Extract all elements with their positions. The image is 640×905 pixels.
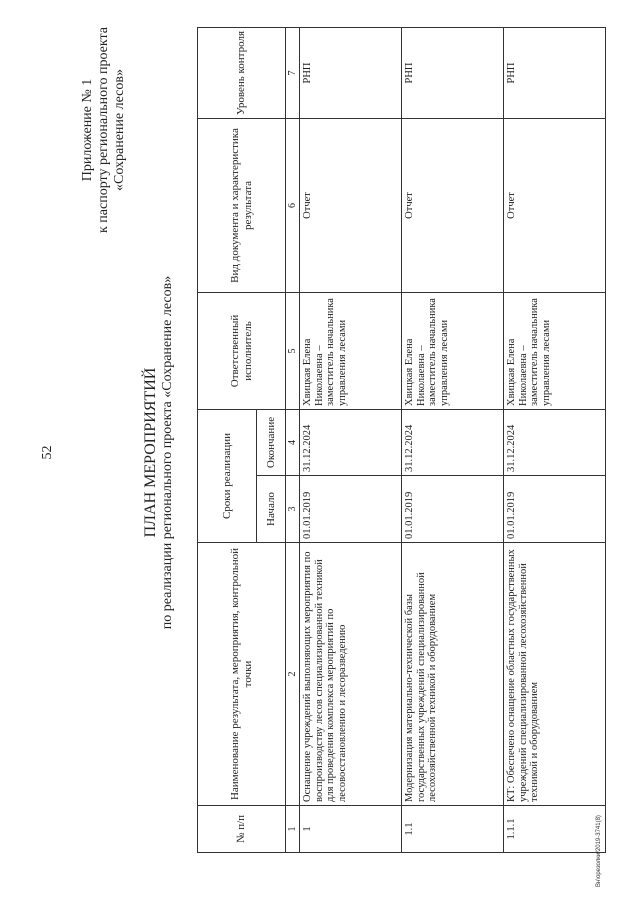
table-header-row bbox=[198, 27, 257, 852]
table-row bbox=[300, 27, 402, 852]
row-doc: Отчет bbox=[402, 118, 504, 292]
column-number: 1 bbox=[286, 806, 300, 853]
row-end: 31.12.2024 bbox=[402, 409, 504, 475]
header-period: Сроки реализации bbox=[198, 409, 257, 542]
header-doc: Вид документа и характеристика результата bbox=[198, 118, 286, 292]
appendix-line-1: Приложение № 1 bbox=[80, 78, 95, 182]
document-code: Вн\орезолки/2019-3741(8) bbox=[596, 815, 602, 887]
row-end: 31.12.2024 bbox=[300, 409, 402, 475]
document-subtitle: по реализации регионального проекта «Сохранение лесов» bbox=[160, 275, 175, 630]
table-row bbox=[504, 27, 606, 852]
row-level: РНП bbox=[504, 27, 606, 118]
column-number-row bbox=[286, 27, 300, 852]
row-name: КТ: Обеспечено оснащение областных государственных учреждений специализированной лесохозяйственной техникой и оборудованием bbox=[504, 543, 606, 806]
column-number: 2 bbox=[286, 543, 300, 806]
header-start: Начало bbox=[257, 476, 286, 543]
header-executor: Ответственный исполнитель bbox=[198, 292, 286, 409]
row-executor: Хвицкая Елена Николаевна – заместитель начальника управления лесами bbox=[402, 292, 504, 409]
appendix-line-2: к паспорту регионального проекта bbox=[96, 27, 111, 233]
row-name: Модернизация материально-технической базы государственных учреждений специализированной лесохозяйственной техникой и оборудованием bbox=[402, 543, 504, 806]
table-row bbox=[402, 27, 504, 852]
column-number: 6 bbox=[286, 118, 300, 292]
row-level: РНП bbox=[402, 27, 504, 118]
row-end: 31.12.2024 bbox=[504, 409, 606, 475]
row-doc: Отчет bbox=[504, 118, 606, 292]
row-name: Оснащение учреждений выполняющих мероприятия по воспроизводству лесов специализированной техникой для проведения комплекса мероприятий по лесовосстановлению и лесоразведению bbox=[300, 543, 402, 806]
measures-plan-table bbox=[197, 27, 606, 853]
row-doc: Отчет bbox=[300, 118, 402, 292]
row-executor: Хвицкая Елена Николаевна – заместитель начальника управления лесами bbox=[300, 292, 402, 409]
column-number: 7 bbox=[286, 27, 300, 118]
column-number: 4 bbox=[286, 409, 300, 475]
row-start: 01.01.2019 bbox=[300, 476, 402, 543]
row-num: 1.1.1 bbox=[504, 806, 606, 853]
page-number: 52 bbox=[40, 445, 55, 460]
header-level: Уровень контроля bbox=[198, 27, 286, 118]
appendix-note bbox=[80, 0, 128, 260]
header-end: Окончание bbox=[257, 409, 286, 475]
appendix-line-3: «Сохранение лесов» bbox=[112, 69, 127, 191]
document-title: ПЛАН МЕРОПРИЯТИЙ bbox=[142, 367, 159, 538]
row-start: 01.01.2019 bbox=[504, 476, 606, 543]
row-start: 01.01.2019 bbox=[402, 476, 504, 543]
row-level: РНП bbox=[300, 27, 402, 118]
header-name: Наименование результата, мероприятия, контрольной точки bbox=[198, 543, 286, 806]
row-num: 1 bbox=[300, 806, 402, 853]
row-num: 1.1 bbox=[402, 806, 504, 853]
row-executor: Хвицкая Елена Николаевна – заместитель начальника управления лесами bbox=[504, 292, 606, 409]
column-number: 5 bbox=[286, 292, 300, 409]
header-num: № п/п bbox=[198, 806, 286, 853]
column-number: 3 bbox=[286, 476, 300, 543]
